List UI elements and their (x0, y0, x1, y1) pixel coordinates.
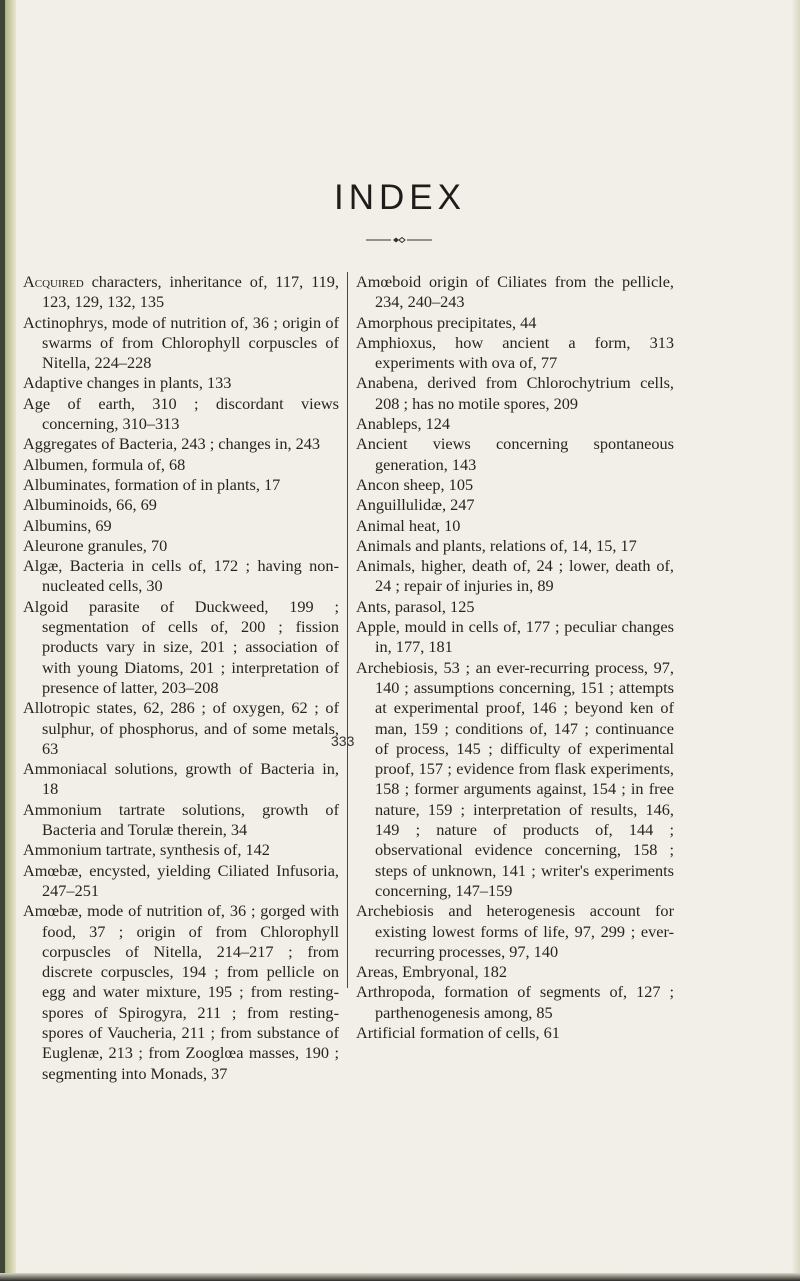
index-entry: Age of earth, 310 ; discordant views concerning, 310–313 (23, 393, 339, 434)
index-entry: Algæ, Bacteria in cells of, 172 ; having non-nucleated cells, 30 (23, 556, 339, 596)
index-entry: Anableps, 124 (356, 414, 451, 434)
index-column-left (23, 272, 339, 1084)
index-entry: Animals and plants, relations of, 14, 15, 17 (356, 535, 637, 555)
index-entry: Arthropoda, formation of segments of, 127 ; parthenogenesis among, 85 (356, 982, 674, 1022)
index-entry: Amorphous precipitates, 44 (356, 312, 537, 332)
index-entry: Ants, parasol, 125 (356, 596, 475, 616)
index-entry: Ammoniacal solutions, growth of Bacteria in, 18 (23, 759, 339, 799)
index-entry: Animals, higher, death of, 24 ; lower, death of, 24 ; repair of injuries in, 89 (356, 556, 674, 596)
index-entry-text: characters, inheritance of, 117, 119, 123, 129, 132, 135 (42, 272, 339, 312)
index-entry: Amœbæ, encysted, yielding Ciliated Infusoria, 247–251 (23, 860, 339, 900)
index-entry: Ancient views concerning spontaneous generation, 143 (356, 434, 674, 474)
index-entry: Anguillulidæ, 247 (356, 495, 475, 515)
index-entry: Albumen, formula of, 68 (23, 454, 186, 474)
index-entry: Actinophrys, mode of nutrition of, 36 ; origin of swarms of from Chlorophyll corpuscles of Nitella, 224–228 (23, 312, 339, 373)
page-title: INDEX (334, 178, 466, 217)
index-entry: Algoid parasite of Duckweed, 199 ; segmentation of cells of, 200 ; fission products vary in size, 201 ; association of with young Diatoms, 201 ; interpretation of presence of latter, 203–208 (23, 596, 339, 697)
index-entry-lead-word: Acquired (23, 272, 84, 291)
index-entry: Amœboid origin of Ciliates from the pellicle, 234, 240–243 (356, 272, 674, 312)
index-entry: Anabena, derived from Chlorochytrium cells, 208 ; has no motile spores, 209 (356, 373, 674, 413)
index-entry: Aggregates of Bacteria, 243 ; changes in, 243 (23, 434, 321, 454)
index-entry: Ancon sheep, 105 (356, 474, 474, 494)
index-entry: Albumins, 69 (23, 515, 112, 535)
index-entry: Archebiosis, 53 ; an ever-recurring process, 97, 140 ; assumptions concerning, 151 ; attempts at experimental proof, 146 ; beyond ken of man, 159 ; conditions of, 147 ; continuance of process, 145 ; difficulty of experimental proof, 157 ; evidence from flask experiments, 158 ; former arguments against, 154 ; in free nature, 159 ; interpretation of results, 146, 149 ; nature of products of, 144 ; observational evidence concerning, 158 ; steps of unknown, 141 ; writer's experiments concerning, 147–159 (356, 657, 674, 900)
index-entry: Ammonium tartrate, synthesis of, 142 (23, 840, 270, 860)
index-entry: Areas, Embryonal, 182 (356, 962, 508, 982)
index-entry: Albuminates, formation of in plants, 17 (23, 474, 281, 494)
index-entry: Animal heat, 10 (356, 515, 461, 535)
index-entry: Amœbæ, mode of nutrition of, 36 ; gorged with food, 37 ; origin of from Chlorophyll corpuscles of Nitella, 214–217 ; from discrete corpuscles, 194 ; from pellicle on egg and water mixture, 195 ; from resting-spores of Spirogyra, 211 ; from resting-spores of Vaucheria, 211 ; from substance of Euglenæ, 213 ; from Zooglœa masses, 190 ; segmenting into Monads, 37 (23, 901, 339, 1083)
column-divider (347, 272, 348, 988)
index-entry: Ammonium tartrate solutions, growth of Bacteria and Torulæ therein, 34 (23, 799, 339, 840)
index-entry: Aleurone granules, 70 (23, 535, 168, 555)
title-ornament (366, 237, 432, 243)
index-entry: Artificial formation of cells, 61 (356, 1022, 560, 1042)
index-column-right (356, 272, 674, 1043)
index-entry: Adaptive changes in plants, 133 (23, 373, 232, 393)
index-entry: Archebiosis and heterogenesis account for existing lowest forms of life, 97, 299 ; ever-recurring processes, 97, 140 (356, 901, 674, 961)
index-entry: Allotropic states, 62, 286 ; of oxygen, 62 ; of sulphur, of phosphorus, and of some metals, 63 (23, 698, 339, 758)
page-bottom-edge (0, 1273, 800, 1281)
page-number: 333 (331, 733, 355, 749)
index-entry: Albuminoids, 66, 69 (23, 495, 157, 515)
index-entry: Amphioxus, how ancient a form, 313 experiments with ova of, 77 (356, 332, 674, 373)
index-entry: Apple, mould in cells of, 177 ; peculiar changes in, 177, 181 (356, 617, 674, 657)
index-entry (23, 272, 339, 313)
